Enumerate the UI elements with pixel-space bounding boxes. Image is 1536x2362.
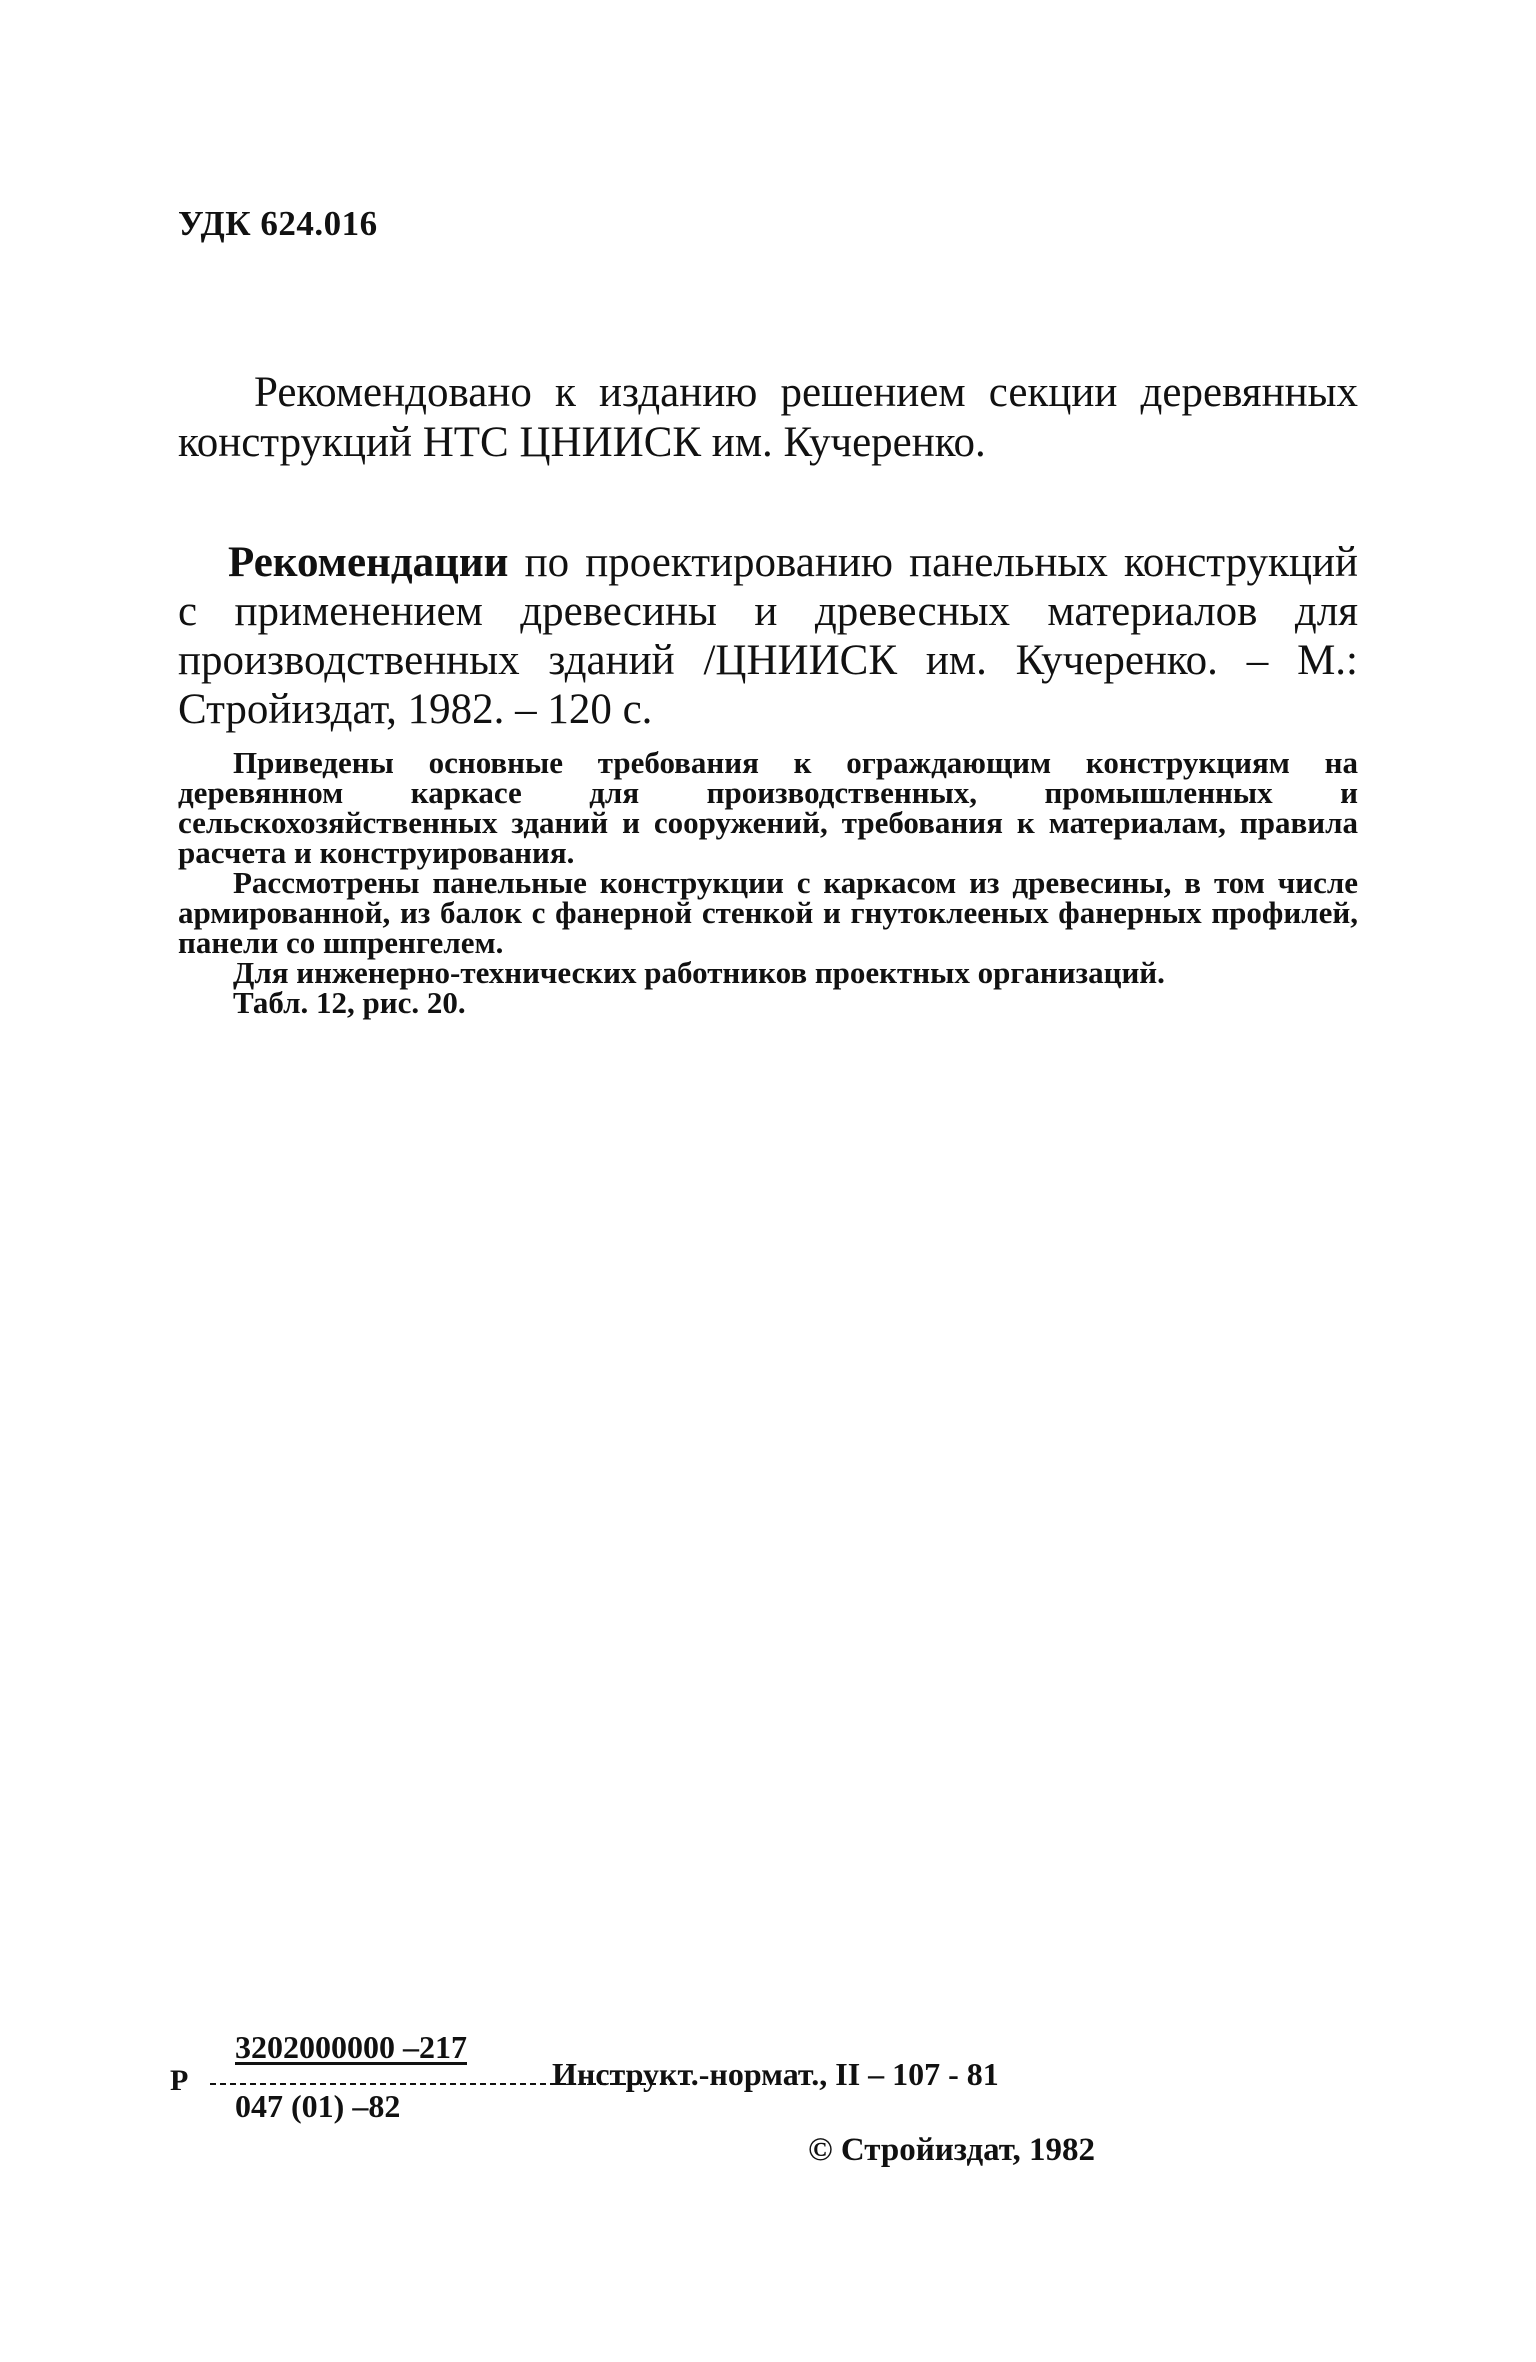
udk-code: УДК 624.016: [178, 204, 378, 243]
bibliographic-details: по проектированию панельных конструкций с применением древесины и древесных материалов для производственных зданий /ЦНИИСК им. Кучеренко. – М.: Стройиздат, 1982. – 120 с.: [178, 539, 1358, 733]
imprint-index: Инструкт.-нормат., II – 107 - 81: [552, 2056, 999, 2092]
abstract-audience: Для инженерно-технических работников проектных организаций.: [233, 955, 1165, 990]
imprint-numerator: 3202000000 –217: [235, 2029, 467, 2065]
imprint-prefix: Р: [170, 2064, 189, 2097]
copyright-notice: © Стройиздат, 1982: [808, 2132, 1096, 2168]
abstract: [178, 745, 1358, 1020]
bibliographic-title-lead: Рекомендации: [228, 539, 509, 586]
abstract-paragraph: Рассмотрены панельные конструкции с каркасом из древесины, в том числе армированной, из балок с фанерной стенкой и гнутоклееных фанерных профилей, панели со шпренгелем.: [178, 865, 1358, 960]
abstract-paragraph: Приведены основные требования к ограждающим конструкциям на деревянном каркасе для производственных, промышленных и сельскохозяйственных зданий и сооружений, требования к материалам, правила расчета и конструирования.: [178, 745, 1358, 870]
annotation-block: [178, 538, 1358, 1018]
imprint-denominator: 047 (01) –82: [235, 2088, 401, 2124]
publication-recommendation: Рекомендовано к изданию решением секции деревянных конструкций НТС ЦНИИСК им. Кучеренко.: [178, 369, 1358, 466]
abstract-counts: Табл. 12, рис. 20.: [233, 985, 466, 1020]
imprint-code: [170, 2026, 1170, 2146]
bibliographic-description: [178, 538, 1358, 734]
